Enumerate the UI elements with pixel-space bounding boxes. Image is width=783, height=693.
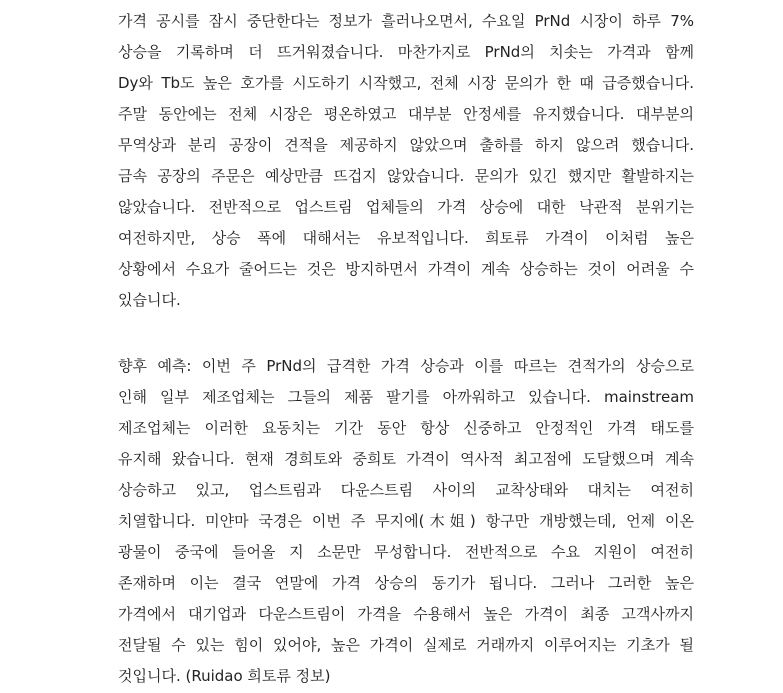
text-line: 존재하며 이는 결국 연말에 가격 상승의 동기가 됩니다. 그러나 그러한 높은 xyxy=(118,574,694,592)
text-line: 광물이 중국에 들어올 지 소문만 무성합니다. 전반적으로 수요 지원이 여전히 xyxy=(118,543,694,561)
paragraph-forecast xyxy=(118,351,694,692)
text-line: 상승을 기록하며 더 뜨거워졌습니다. 마찬가지로 PrNd의 치솟는 가격과 함께 xyxy=(118,43,694,61)
text-line: 치열합니다. 미얀마 국경은 이번 주 무지에(木姐) 항구만 개방했는데, 언제 이온 xyxy=(118,512,694,530)
text-line: 인해 일부 제조업체는 그들의 제품 팔기를 아까워하고 있습니다. mainstream xyxy=(118,388,694,406)
text-line: 금속 공장의 주문은 예상만큼 뜨겁지 않았습니다. 문의가 있긴 했지만 활발하지는 xyxy=(118,167,694,185)
text-line: 유지해 왔습니다. 현재 경희토와 중희토 가격이 역사적 최고점에 도달했으며 계속 xyxy=(118,450,694,468)
text-line: 상황에서 수요가 줄어드는 것은 방지하면서 가격이 계속 상승하는 것이 어려울 수 xyxy=(118,260,694,278)
text-line: 가격 공시를 잠시 중단한다는 정보가 흘러나오면서, 수요일 PrNd 시장이 하루 7% xyxy=(118,12,694,30)
text-line: 것입니다. (Ruidao 희토류 정보) xyxy=(118,667,331,685)
text-line: 상승하고 있고, 업스트림과 다운스트림 사이의 교착상태와 대치는 여전히 xyxy=(118,481,694,499)
text-line: 있습니다. xyxy=(118,291,181,309)
text-line: 무역상과 분리 공장이 견적을 제공하지 않았으며 출하를 하지 않으려 했습니다. xyxy=(118,136,694,154)
paragraph-spacer xyxy=(118,316,694,351)
article-body xyxy=(118,6,694,692)
text-line: 전달될 수 있는 힘이 있어야, 높은 가격이 실제로 거래까지 이루어지는 기초가 될 xyxy=(118,636,694,654)
text-line: Dy와 Tb도 높은 호가를 시도하기 시작했고, 전체 시장 문의가 한 때 급증했습니다. xyxy=(118,74,694,92)
text-line: 가격에서 대기업과 다운스트림이 가격을 수용해서 높은 가격이 최종 고객사까지 xyxy=(118,605,694,623)
text-line: 주말 동안에는 전체 시장은 평온하였고 대부분 안정세를 유지했습니다. 대부분의 xyxy=(118,105,694,123)
text-line: 제조업체는 이러한 요동치는 기간 동안 항상 신중하고 안정적인 가격 태도를 xyxy=(118,419,694,437)
text-line: 않았습니다. 전반적으로 업스트림 업체들의 가격 상승에 대한 낙관적 분위기는 xyxy=(118,198,694,216)
text-line: 향후 예측: 이번 주 PrNd의 급격한 가격 상승과 이를 따르는 견적가의 상승으로 xyxy=(118,357,694,375)
text-line: 여전하지만, 상승 폭에 대해서는 유보적입니다. 희토류 가격이 이처럼 높은 xyxy=(118,229,694,247)
paragraph-market-update xyxy=(118,6,694,316)
